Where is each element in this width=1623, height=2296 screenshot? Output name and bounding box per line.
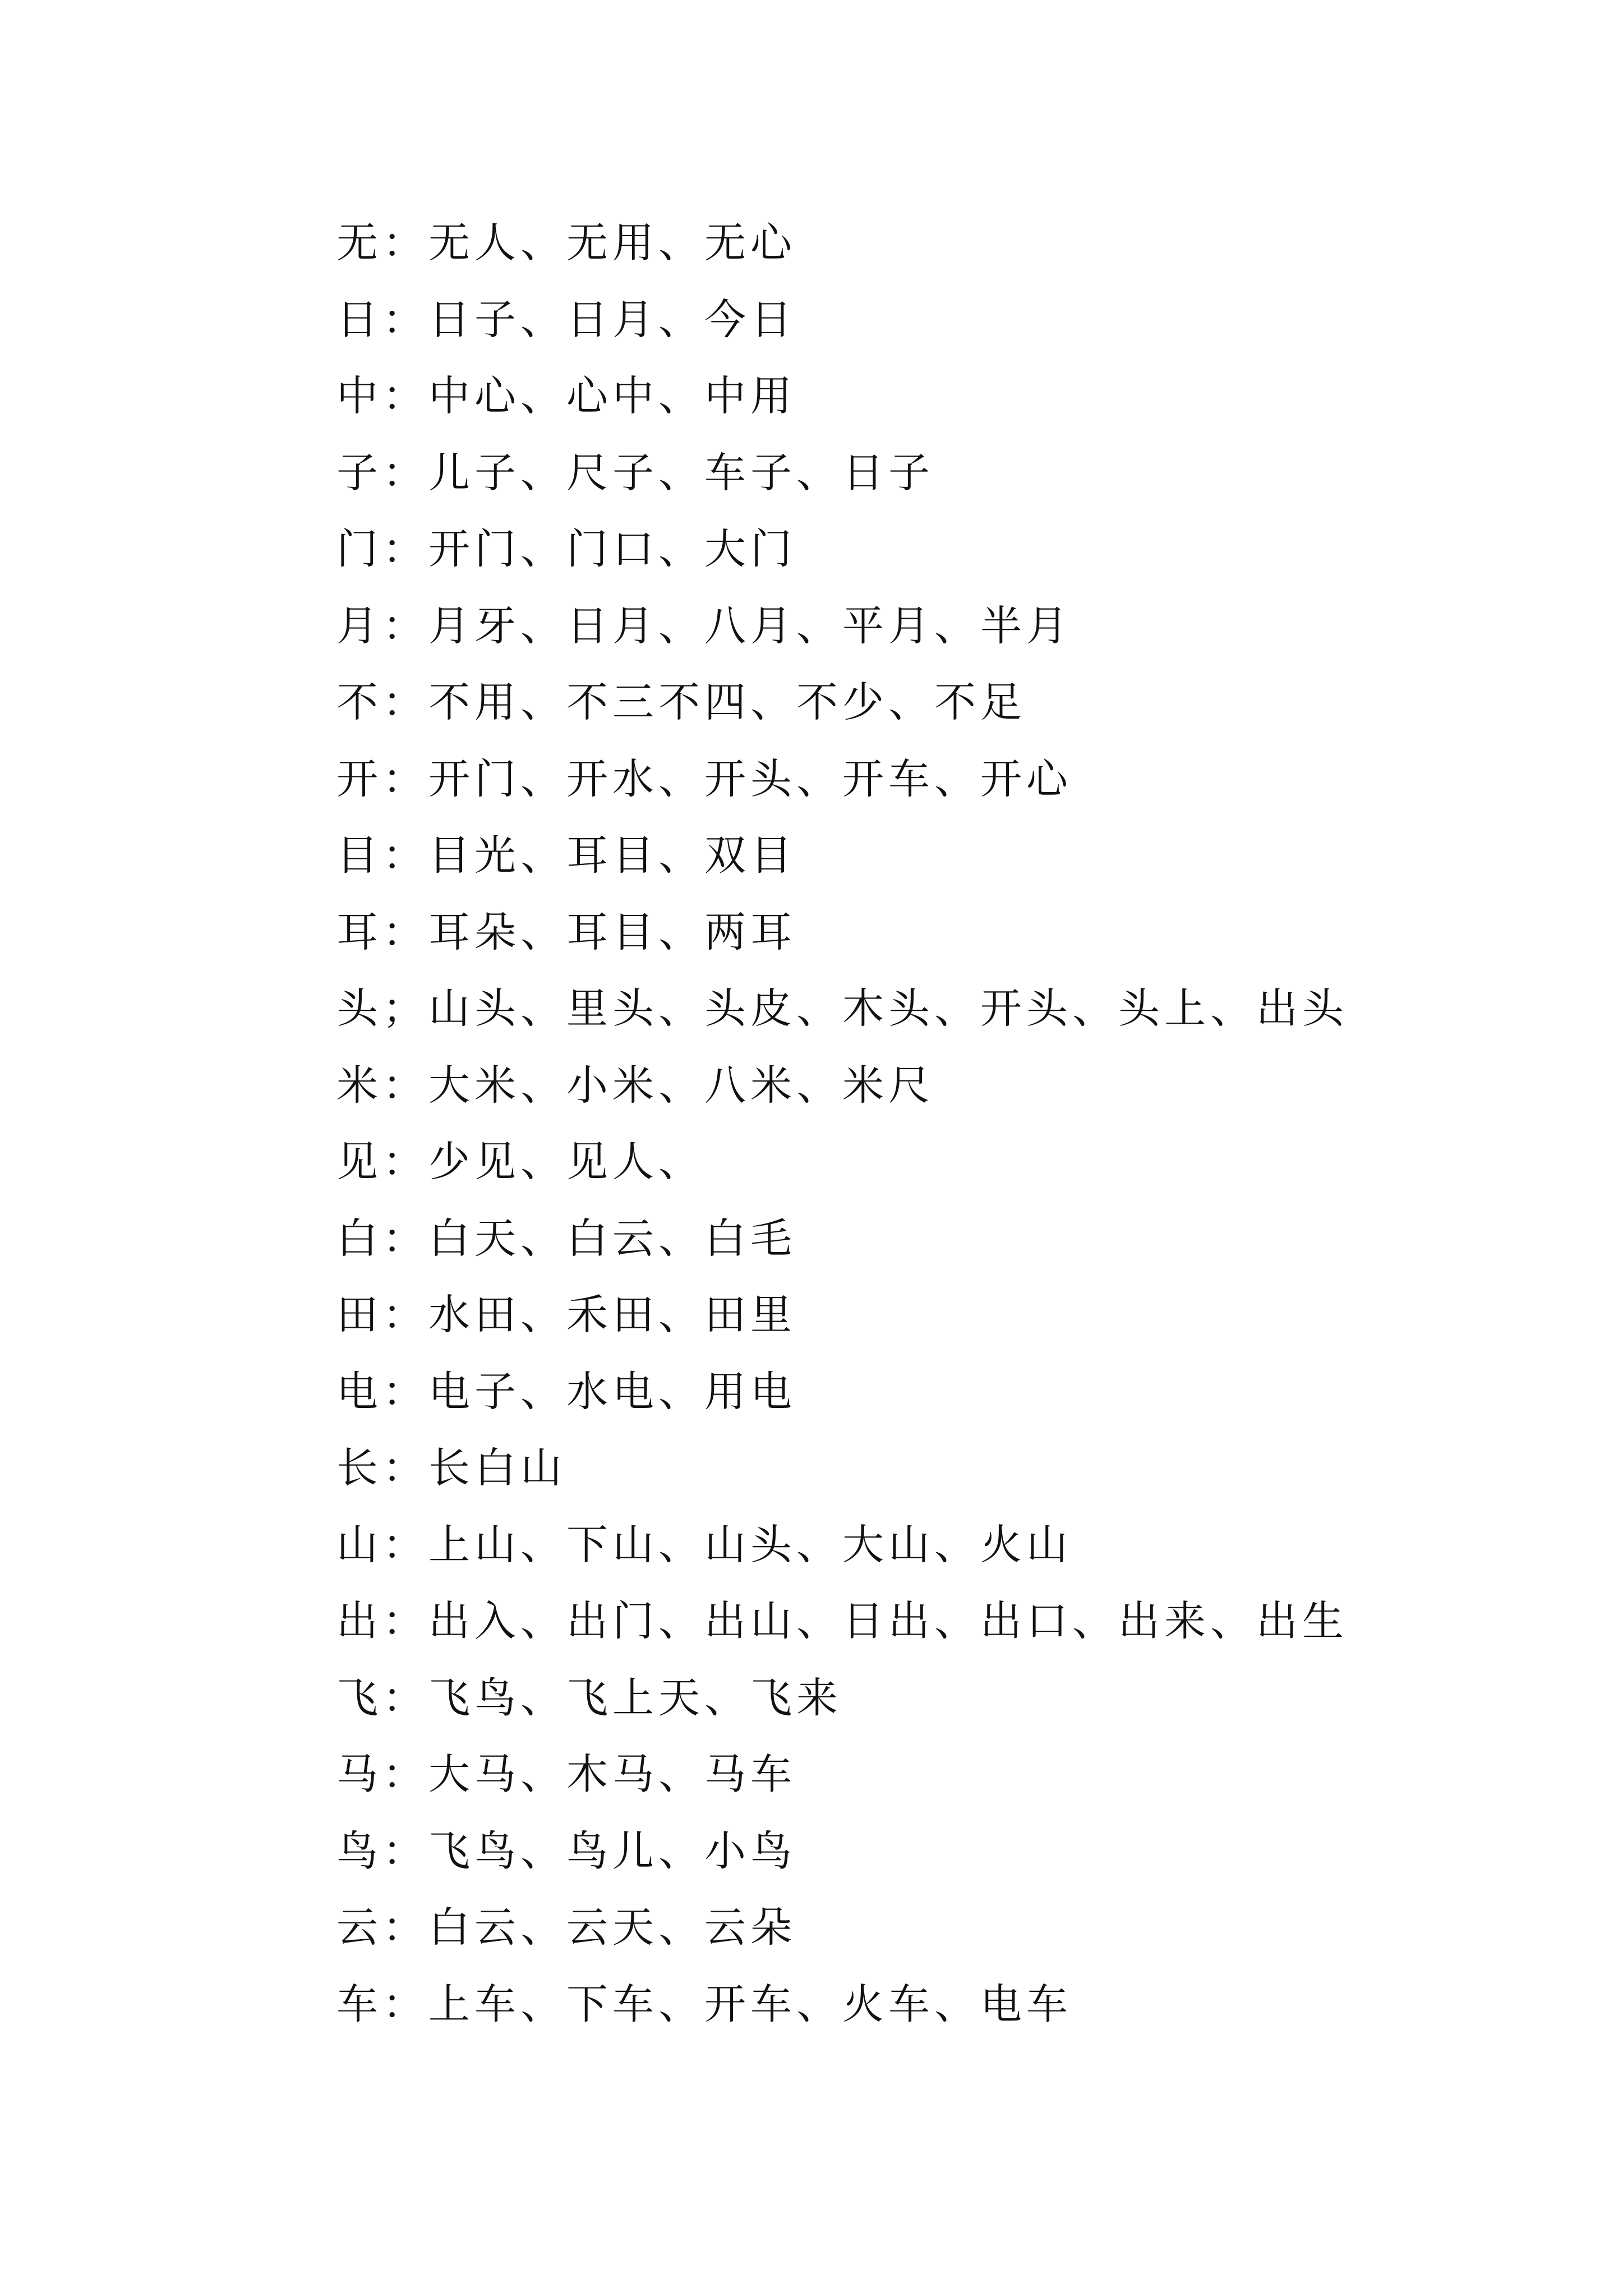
list-item (336, 588, 1514, 665)
list-item (336, 1889, 1514, 1966)
list-item (336, 1813, 1514, 1890)
list-item (336, 435, 1514, 512)
list-item (336, 205, 1514, 282)
list-item (336, 1736, 1514, 1813)
list-item (336, 1660, 1514, 1737)
entry-text: 无：无人、无用、无心 (336, 219, 796, 267)
list-item (336, 894, 1514, 971)
entry-text: 长：长白山 (336, 1444, 566, 1492)
list-item (336, 511, 1514, 588)
entry-text: 日：日子、日月、今日 (336, 295, 796, 344)
entry-text: 出：出入、出门、出山、日出、出口、出来、出生 (336, 1597, 1348, 1645)
list-item (336, 1507, 1514, 1584)
entry-text: 云：白云、云天、云朵 (336, 1903, 796, 1952)
entry-text: 不：不用、不三不四、不少、不足 (336, 678, 1026, 726)
list-item (336, 1430, 1514, 1507)
list-item (336, 1354, 1514, 1430)
list-item (336, 282, 1514, 358)
list-item (336, 358, 1514, 435)
word-list (336, 205, 1514, 2042)
entry-text: 马：大马、木马、马车 (336, 1750, 796, 1798)
entry-text: 中：中心、心中、中用 (336, 372, 796, 420)
entry-text: 山：上山、下山、山头、大山、火山 (336, 1520, 1072, 1569)
entry-text: 耳：耳朵、耳目、两耳 (336, 908, 796, 956)
entry-text: 电：电子、水电、用电 (336, 1367, 796, 1416)
entry-text: 门：开门、门口、大门 (336, 525, 796, 573)
list-item (336, 741, 1514, 818)
entry-text: 子：儿子、尺子、车子、日子 (336, 448, 934, 497)
list-item (336, 970, 1514, 1047)
entry-text: 鸟：飞鸟、鸟儿、小鸟 (336, 1826, 796, 1875)
entry-text: 车：上车、下车、开车、火车、电车 (336, 1980, 1072, 2028)
list-item (336, 1047, 1514, 1124)
list-item (336, 1277, 1514, 1354)
entry-text: 月：月牙、日月、八月、平月、半月 (336, 601, 1072, 650)
entry-text: 目：目光、耳目、双目 (336, 831, 796, 880)
list-item (336, 817, 1514, 894)
list-item (336, 1583, 1514, 1660)
entry-text: 见：少见、见人、 (336, 1138, 704, 1186)
entry-text: 田：水田、禾田、田里 (336, 1291, 796, 1339)
entry-text: 开：开门、开水、开头、开车、开心 (336, 754, 1072, 803)
entry-text: 白：白天、白云、白毛 (336, 1214, 796, 1263)
list-item (336, 1124, 1514, 1200)
list-item (336, 1200, 1514, 1277)
list-item (336, 1966, 1514, 2043)
entry-text: 飞：飞鸟、飞上天、飞来 (336, 1673, 842, 1722)
list-item (336, 664, 1514, 741)
entry-text: 米：大米、小米、八米、米尺 (336, 1061, 934, 1110)
entry-text: 头；山头、里头、头皮、木头、开头、头上、出头 (336, 984, 1348, 1033)
